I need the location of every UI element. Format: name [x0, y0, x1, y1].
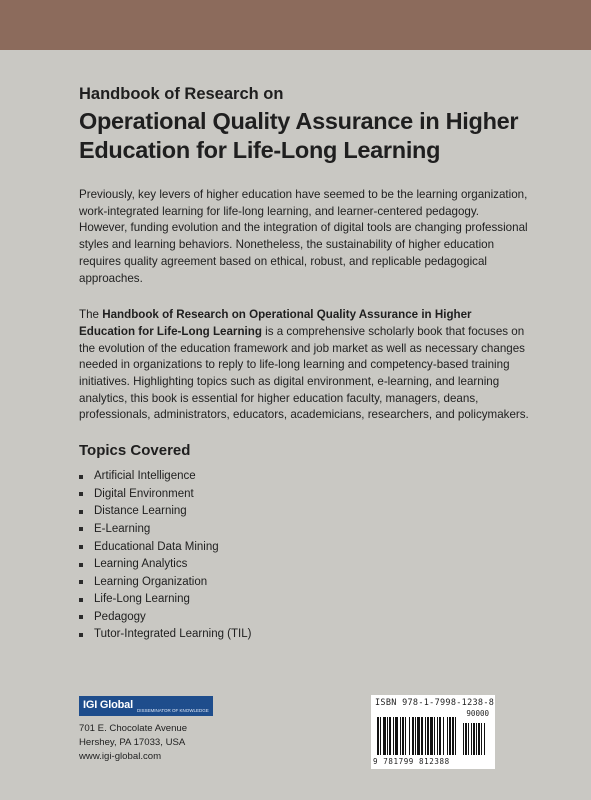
address-city: Hershey, PA 17033, USA	[79, 737, 186, 748]
book-pretitle: Handbook of Research on	[79, 85, 284, 103]
description-paragraph-2	[79, 307, 529, 424]
topic-item: Artificial Intelligence	[79, 468, 529, 486]
paragraph-2-body: is a comprehensive scholarly book that focuses on the evolution of the education framework and job market as well as necessary changes needed in organizations to reply to life-long learning and competency-based training initiatives. Highlighting topics such as digital environment, e-learning, and learning analytics, this book is essential for higher education faculty, managers, deans, professionals, administrators, educators, academicians, researchers, and policymakers.	[79, 324, 529, 422]
isbn-number: ISBN 978-1-7998-1238-8	[375, 698, 495, 708]
book-title-line1: Operational Quality Assurance in Higher	[79, 108, 519, 134]
barcode-bars-icon	[375, 717, 491, 757]
paragraph-2-book-name: Handbook of Research on Operational Quality Assurance in Higher Education for Life-Long Learning	[79, 308, 472, 338]
publisher-logo-tagline: DISSEMINATOR OF KNOWLEDGE	[137, 696, 213, 716]
back-cover-content	[79, 84, 529, 644]
topic-item: Distance Learning	[79, 503, 529, 521]
publisher-block	[79, 696, 213, 764]
publisher-logo-text: IGI Global	[79, 696, 137, 716]
address-street: 701 E. Chocolate Avenue	[79, 723, 188, 734]
paragraph-2-prefix: The	[79, 308, 103, 322]
topics-heading: Topics Covered	[79, 442, 191, 460]
publisher-logo	[79, 696, 213, 716]
topic-item: Life-Long Learning	[79, 591, 529, 609]
topic-item: Tutor-Integrated Learning (TIL)	[79, 626, 529, 644]
ean-number: 9 781799 812388	[373, 757, 450, 766]
book-title-line2: Education for Life-Long Learning	[79, 137, 441, 163]
topic-item: Learning Analytics	[79, 556, 529, 574]
topics-list	[79, 468, 529, 644]
publisher-website: www.igi-global.com	[79, 751, 162, 762]
book-title	[79, 107, 529, 165]
topic-item: Digital Environment	[79, 486, 529, 504]
isbn-barcode	[371, 695, 495, 769]
topic-item: Pedagogy	[79, 609, 529, 627]
price-addon-code: 90000	[466, 709, 489, 718]
topic-item: Educational Data Mining	[79, 539, 529, 557]
publisher-address	[79, 722, 213, 764]
top-color-band	[0, 0, 591, 50]
topic-item: E-Learning	[79, 521, 529, 539]
description-paragraph-1: Previously, key levers of higher education have seemed to be the learning organization, work-integrated learning for life-long learning, and learner-centered pedagogy. However, funding evolution and the integration of digital tools are changing professional styles and learning behaviors. Nonetheless, the sustainability of higher education requires quality agreement based on ethical, robust, and replicable pedagogical approaches.	[79, 188, 528, 285]
topic-item: Learning Organization	[79, 574, 529, 592]
